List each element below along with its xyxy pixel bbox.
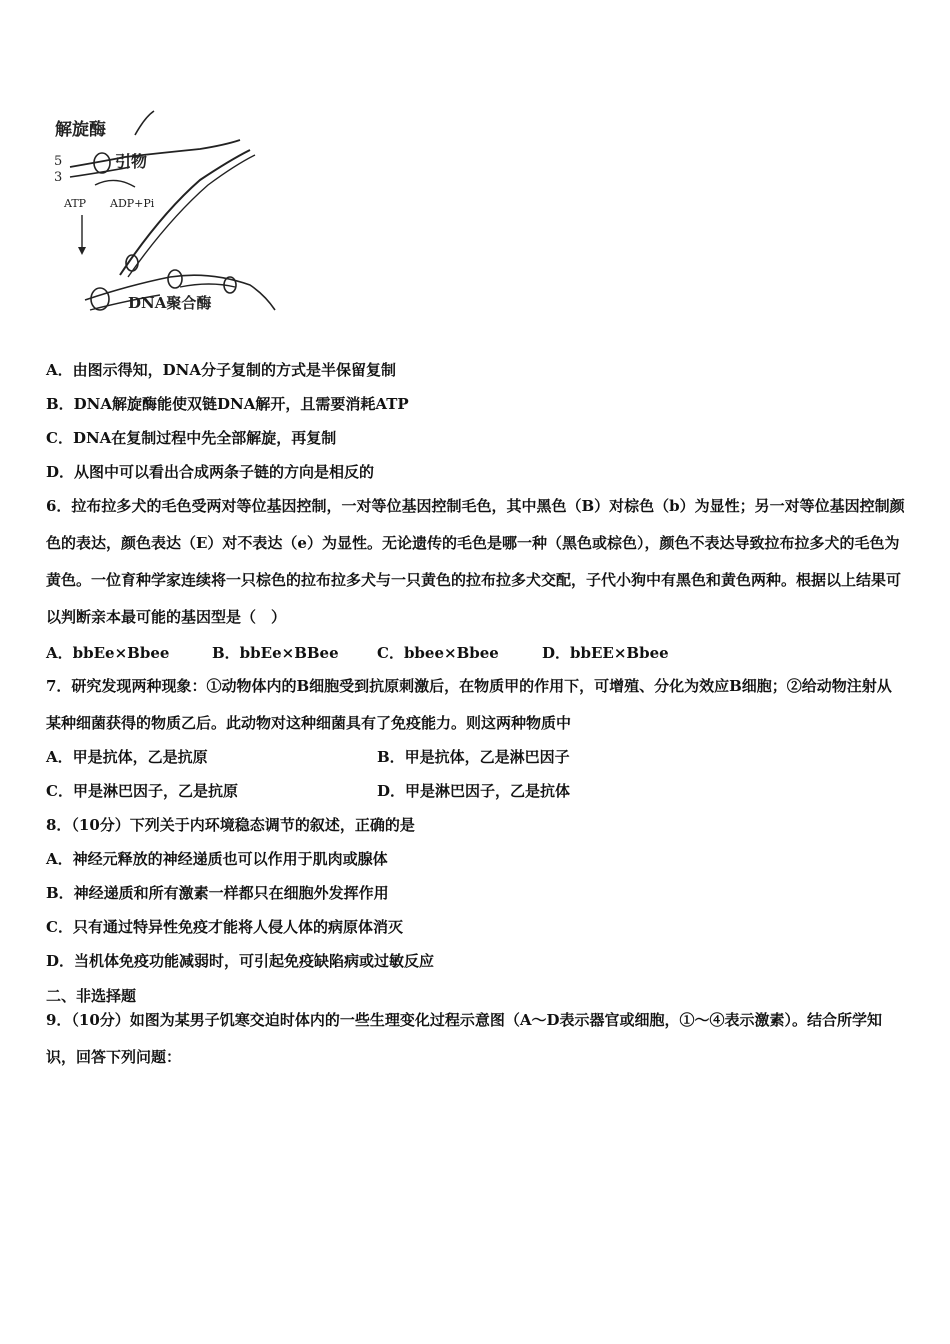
three-prime-label: 3: [54, 170, 63, 185]
adp-label: ADP+Pi: [110, 197, 155, 210]
q7-option-d: D．甲是淋巴因子，乙是抗体: [377, 782, 571, 800]
q8-stem: 8．（10分）下列关于内环境稳态调节的叙述，正确的是: [46, 816, 415, 834]
q6-option-c: C．bbee×Bbee: [377, 644, 499, 662]
q6-option-d: D．bbEE×Bbee: [542, 644, 669, 662]
q6-option-b: B．bbEe×BBee: [212, 644, 339, 662]
q5-option-d: D．从图中可以看出合成两条子链的方向是相反的: [46, 463, 375, 481]
q5-option-c: C．DNA在复制过程中先全部解旋，再复制: [46, 429, 337, 447]
helicase-label: 解旋酶: [55, 120, 106, 140]
q9-stem: 9．（10分）如图为某男子饥寒交迫时体内的一些生理变化过程示意图（A～D表示器官或细胞，①～④表示激素）。结合所学知识，回答下列问题：: [46, 1011, 882, 1066]
q6-stem: 6．拉布拉多犬的毛色受两对等位基因控制，一对等位基因控制毛色，其中黑色（B）对棕色（b）为显性；另一对等位基因控制颜色的表达，颜色表达（E）对不表达（e）为显性。无论遗传的毛色是哪一种（黑色或棕色），颜色不表达导致拉布拉多犬的毛色为黄色。一位育种学家连续将一只棕色的拉布拉多犬与一只黄色的拉布拉多犬交配，子代小狗中有黑色和黄色两种。根据以上结果可以判断亲本最可能的基因型是（ ）: [46, 497, 905, 626]
q8-option-a: A．神经元释放的神经递质也可以作用于肌肉或腺体: [46, 850, 388, 868]
atp-label: ATP: [64, 197, 87, 210]
q7-option-b: B．甲是抗体，乙是淋巴因子: [377, 748, 570, 766]
polymerase-label: DNA聚合酶: [128, 294, 212, 312]
primer-label: 引物: [115, 152, 148, 171]
q7-option-a: A．甲是抗体，乙是抗原: [46, 748, 208, 766]
q6-option-a: A．bbEe×Bbee: [46, 644, 170, 662]
five-prime-label: 5: [54, 154, 63, 169]
q5-option-b: B．DNA解旋酶能使双链DNA解开，且需要消耗ATP: [46, 395, 409, 413]
q8-option-c: C．只有通过特异性免疫才能将人侵人体的病原体消灭: [46, 918, 403, 936]
q7-stem: 7．研究发现两种现象：①动物体内的B细胞受到抗原刺激后，在物质甲的作用下，可增殖、分化为效应B细胞；②给动物注射从某种细菌获得的物质乙后。此动物对这种细菌具有了免疫能力。则这两种物质中: [46, 677, 892, 732]
section-title: 二、非选择题: [46, 987, 137, 1005]
q7-option-c: C．甲是淋巴因子，乙是抗原: [46, 782, 238, 800]
q5-option-a: A．由图示得知，DNA分子复制的方式是半保留复制: [46, 361, 396, 379]
q8-option-d: D．当机体免疫功能减弱时，可引起免疫缺陷病或过敏反应: [46, 952, 435, 970]
q8-option-b: B．神经递质和所有激素一样都只在细胞外发挥作用: [46, 884, 389, 902]
dna-replication-figure: [50, 105, 290, 320]
